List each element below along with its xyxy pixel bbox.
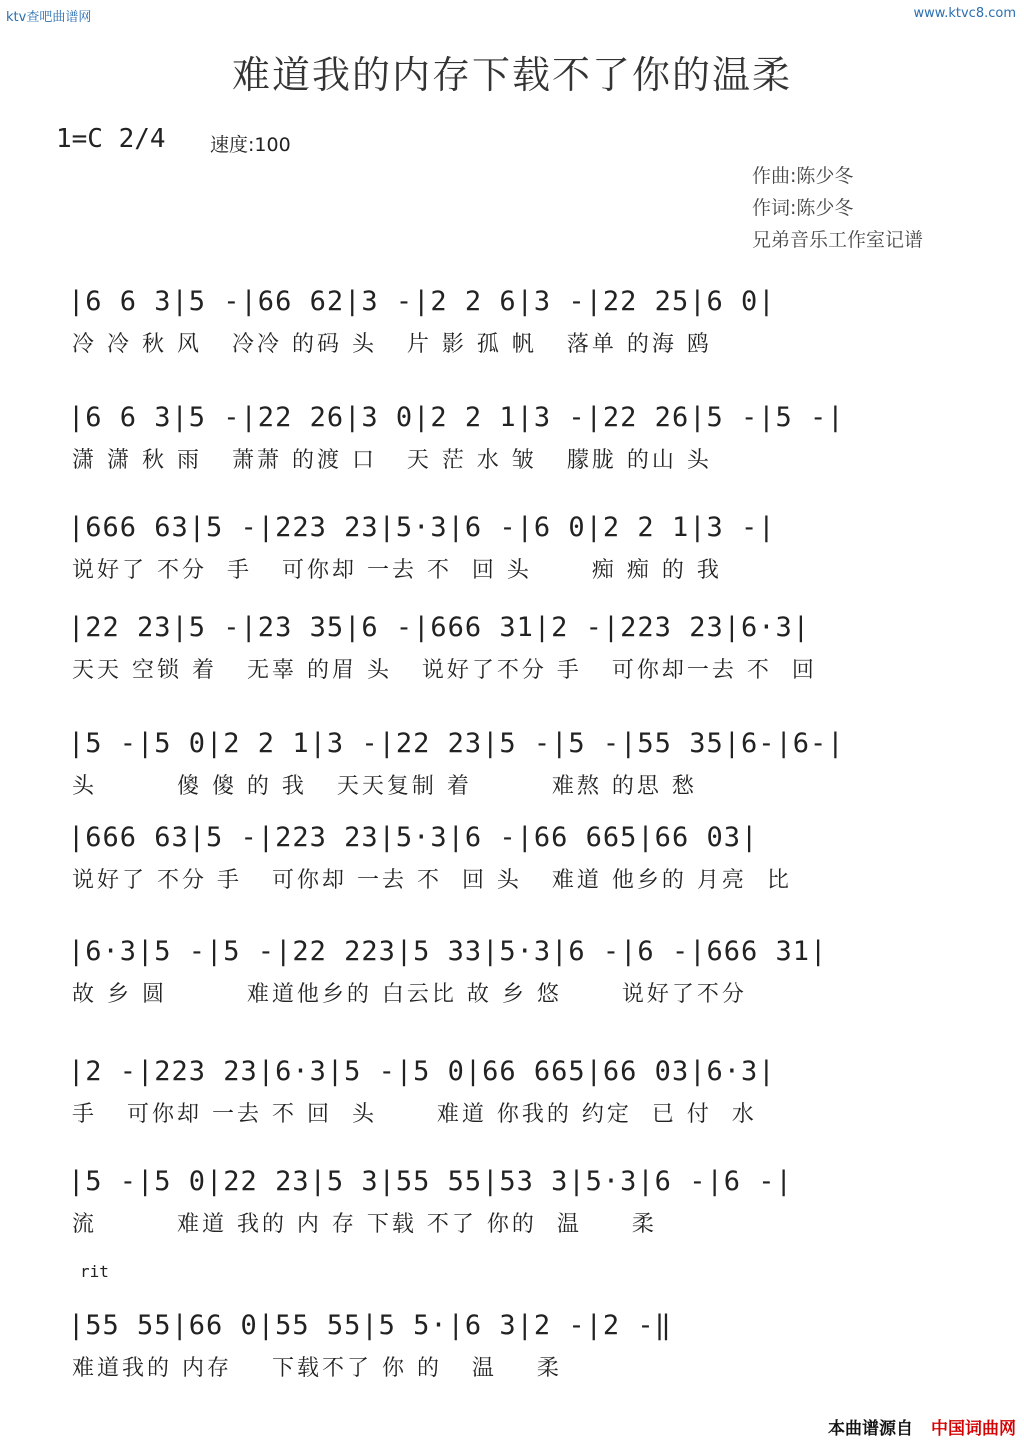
site-watermark-right: www.ktvc8.com bbox=[913, 6, 1016, 21]
score-row-1 bbox=[68, 282, 980, 382]
footer-site-name[interactable]: 中国词曲网 bbox=[931, 1419, 1016, 1439]
lyric-line: 故 乡 圆 难道他乡的 白云比 故 乡 悠 说好了不分 bbox=[72, 982, 747, 1007]
notation-line: |666 63|5 -|223 23|5·3|6 -|6 0|2 2 1|3 -| bbox=[68, 512, 776, 543]
score-row-5 bbox=[68, 724, 980, 824]
lyric-line: 潇 潇 秋 雨 萧萧 的渡 口 天 茫 水 皱 朦胧 的山 头 bbox=[72, 448, 712, 473]
notation-line: |2 -|223 23|6·3|5 -|5 0|66 665|66 03|6·3| bbox=[68, 1056, 776, 1087]
notation-line: |6·3|5 -|5 -|22 223|5 33|5·3|6 -|6 -|666 31| bbox=[68, 936, 828, 967]
lyric-line: 天天 空锁 着 无辜 的眉 头 说好了不分 手 可你却一去 不 回 bbox=[72, 658, 817, 683]
lyric-line: 冷 冷 秋 风 冷冷 的码 头 片 影 孤 帆 落单 的海 鸥 bbox=[72, 332, 712, 357]
notation-line: |6 6 3|5 -|22 26|3 0|2 2 1|3 -|22 26|5 -|5 -| bbox=[68, 402, 845, 433]
site-watermark-left: ktv查吧曲谱网 bbox=[6, 10, 92, 25]
score-row-3 bbox=[68, 508, 980, 608]
notation-line: |5 -|5 0|22 23|5 3|55 55|53 3|5·3|6 -|6 -| bbox=[68, 1166, 793, 1197]
transcriber-credit: 兄弟音乐工作室记谱 bbox=[752, 229, 924, 251]
notation-line: |22 23|5 -|23 35|6 -|666 31|2 -|223 23|6·3| bbox=[68, 612, 810, 643]
score-row-6 bbox=[68, 818, 980, 918]
source-footer bbox=[828, 1414, 1016, 1439]
song-title: 难道我的内存下载不了你的温柔 bbox=[231, 53, 792, 97]
score-row-4 bbox=[68, 608, 980, 708]
score-row-8 bbox=[68, 1052, 980, 1152]
lyric-line: 流 难道 我的 内 存 下载 不了 你的 温 柔 bbox=[72, 1212, 657, 1237]
score-row-10 bbox=[68, 1306, 980, 1406]
score-row-7 bbox=[68, 932, 980, 1032]
key-signature: 1=C 2/4 bbox=[56, 124, 166, 154]
lyricist-credit: 作词:陈少冬 bbox=[752, 197, 854, 219]
credits bbox=[752, 160, 923, 256]
notation-line: |55 55|66 0|55 55|5 5·|6 3|2 -|2 -‖ bbox=[68, 1310, 672, 1341]
score-row-9 bbox=[68, 1162, 980, 1262]
score-row-2 bbox=[68, 398, 980, 498]
tempo-mark-rit: rit bbox=[80, 1262, 109, 1281]
composer-credit: 作曲:陈少冬 bbox=[752, 165, 854, 187]
tempo: 速度:100 bbox=[210, 134, 291, 156]
lyric-line: 头 傻 傻 的 我 天天复制 着 难熬 的思 愁 bbox=[72, 774, 697, 799]
notation-line: |5 -|5 0|2 2 1|3 -|22 23|5 -|5 -|55 35|6-|6-| bbox=[68, 728, 845, 759]
notation-line: |6 6 3|5 -|66 62|3 -|2 2 6|3 -|22 25|6 0| bbox=[68, 286, 776, 317]
lyric-line: 难道我的 内存 下载不了 你 的 温 柔 bbox=[72, 1356, 562, 1381]
lyric-line: 说好了 不分 手 可你却 一去 不 回 头 痴 痴 的 我 bbox=[72, 558, 722, 583]
lyric-line: 说好了 不分 手 可你却 一去 不 回 头 难道 他乡的 月亮 比 bbox=[72, 868, 792, 893]
notation-line: |666 63|5 -|223 23|5·3|6 -|66 665|66 03| bbox=[68, 822, 759, 853]
footer-source-label: 本曲谱源自 bbox=[828, 1419, 913, 1439]
lyric-line: 手 可你却 一去 不 回 头 难道 你我的 约定 已 付 水 bbox=[72, 1102, 757, 1127]
